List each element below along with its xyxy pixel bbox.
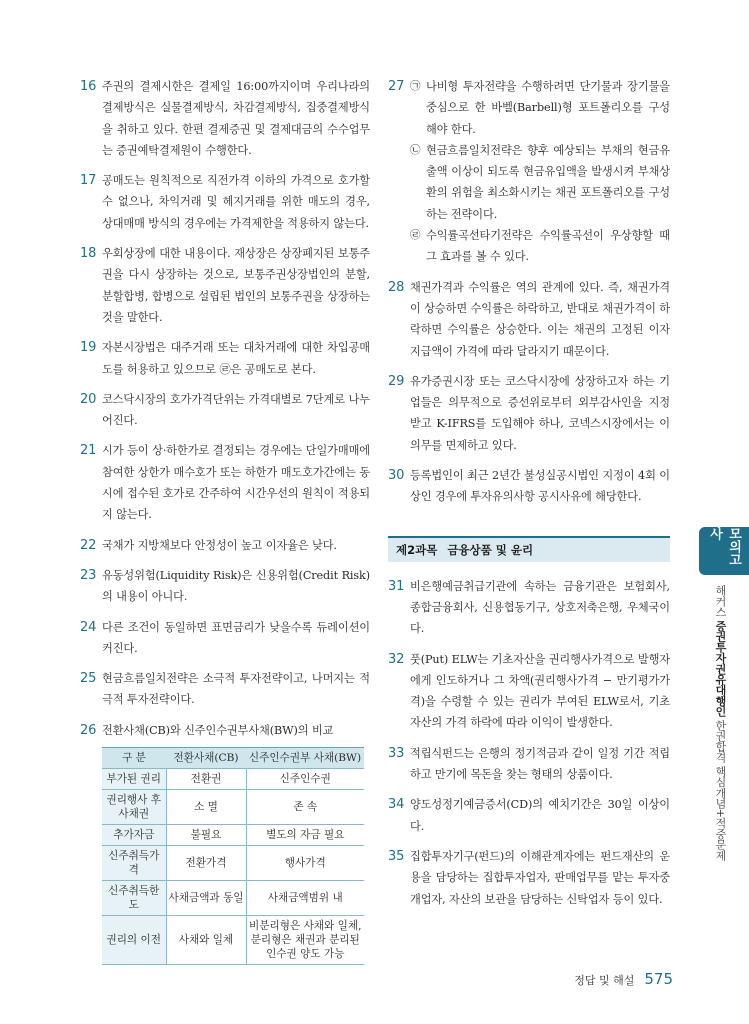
answer-item-21 <box>80 440 370 525</box>
answer-item-32 <box>388 649 670 734</box>
side-title-main: 증권투자권유대행인 <box>714 620 727 717</box>
footer-label: 정답 및 해설 <box>574 974 635 987</box>
table-row <box>102 790 364 825</box>
sub-item-mark: ㉡ <box>410 143 421 156</box>
answer-item-29 <box>388 371 670 456</box>
answer-item-27 <box>388 76 670 268</box>
side-tab-label: 모의고사 <box>707 527 741 566</box>
item-number: 35 <box>388 848 405 864</box>
item-text: 양도성정기예금증서(CD)의 예치기간은 30일 이상이다. <box>410 798 670 833</box>
answer-item-19 <box>80 337 370 380</box>
sub-item <box>410 140 670 225</box>
item-number: 24 <box>80 619 97 635</box>
page-footer <box>574 970 673 988</box>
answer-item-20 <box>80 389 370 432</box>
table-header-row <box>102 748 364 769</box>
item-text: 다른 조건이 동일하면 표면금리가 낮을수록 듀레이션이 커진다. <box>102 620 370 655</box>
table-cell: 전환권 <box>166 769 246 790</box>
page-number: 575 <box>644 970 673 988</box>
item-subitems <box>410 76 670 268</box>
table-cell: 소 멸 <box>166 790 246 825</box>
book-side-title <box>712 585 728 860</box>
table-cell: 신주인수권 <box>246 769 364 790</box>
item-number: 23 <box>80 567 97 583</box>
table-row <box>102 846 364 881</box>
section-heading <box>388 536 670 562</box>
answer-item-22 <box>80 535 370 556</box>
item-text: 시가 등이 상·하한가로 결정되는 경우에는 단일가매매에 참여한 상한가 매수호가 또는 하한가 매도호가간에는 동시에 접수된 호가로 간주하여 시간우선의 원칙이 적용되지 않는다. <box>102 444 370 522</box>
item-text: 현금흐름일치전략은 소극적 투자전략이고, 나머지는 적극적 투자전략이다. <box>102 672 370 707</box>
answer-item-35 <box>388 846 670 910</box>
item-text: 유가증권시장 또는 코스닥시장에 상장하고자 하는 기업들은 의무적으로 증선위로부터 외부감사인을 지정받고 K-IFRS를 도입해야 하나, 코넥스시장에서는 이 의무를 면제하고 있다. <box>410 374 670 452</box>
item-number: 19 <box>80 340 97 356</box>
item-number: 33 <box>388 745 405 761</box>
side-title-suffix: 한권합격 핵심개념+적중문제 <box>714 719 727 861</box>
answer-item-26 <box>80 720 370 741</box>
left-column <box>80 76 370 965</box>
table-cell: 권리의 이전 <box>102 916 166 965</box>
item-number: 17 <box>80 173 97 189</box>
sub-item <box>410 225 670 268</box>
table-row <box>102 825 364 846</box>
item-number: 26 <box>80 722 97 738</box>
right-column <box>388 76 670 910</box>
answer-item-24 <box>80 617 370 660</box>
item-text: 집합투자기구(펀드)의 이해관계자에는 펀드재산의 운용을 담당하는 집합투자업자, 판매업무를 맡는 투자중개업자, 자산의 보관을 담당하는 신탁업자 등이 있다. <box>410 849 670 906</box>
table-cell: 별도의 자금 필요 <box>246 825 364 846</box>
answer-item-28 <box>388 277 670 362</box>
item-text: 유동성위험(Liquidity Risk)은 신용위험(Credit Risk)의 내용이 아니다. <box>102 568 370 604</box>
item-text: 자본시장법은 대주거래 또는 대차거래에 대한 차입공매도를 허용하고 있으므로 ㉣은 공매도로 본다. <box>102 341 370 376</box>
sub-item-text: 수익률곡선타기전략은 수익률곡선이 우상향할 때 그 효과를 볼 수 있다. <box>426 229 670 264</box>
section-title: 금융상품 및 윤리 <box>447 542 534 557</box>
side-title-prefix: 해커스 <box>714 585 727 618</box>
answer-item-34 <box>388 794 670 837</box>
answer-item-16 <box>80 76 370 161</box>
item-text: 풋(Put) ELW는 기초자산을 권리행사가격으로 발행자에게 인도하거나 그 차액(권리행사가격 − 만기평가가격)을 수령할 수 있는 권리가 부여된 ELW로서, 기초자산의 가격 하락에 따라 이익이 발생한다. <box>410 652 670 730</box>
table-cell: 사채금액범위 내 <box>246 881 364 916</box>
table-cell: 신주취득가격 <box>102 846 166 881</box>
item-number: 22 <box>80 537 97 553</box>
answer-item-18 <box>80 243 370 328</box>
table-cell: 부가된 권리 <box>102 769 166 790</box>
item-number: 18 <box>80 246 97 262</box>
item-text: 전환사채(CB)와 신주인수권부사채(BW)의 비교 <box>102 723 334 737</box>
table-row <box>102 769 364 790</box>
table-cell: 비분리형은 사채와 일체, 분리형은 채권과 분리된 인수권 양도 가능 <box>246 916 364 965</box>
sub-item-text: 나비형 투자전략을 수행하려면 단기물과 장기물을 중심으로 한 바벨(Barbell)형 포트폴리오를 구성해야 한다. <box>426 80 670 136</box>
item-number: 25 <box>80 671 97 687</box>
table-cell: 존 속 <box>246 790 364 825</box>
item-number: 21 <box>80 443 97 459</box>
item-text: 국채가 지방채보다 안정성이 높고 이자율은 낮다. <box>102 538 337 552</box>
table-cell: 추가자금 <box>102 825 166 846</box>
answer-item-31 <box>388 576 670 640</box>
item-text: 채권가격과 수익률은 역의 관계에 있다. 즉, 채권가격이 상승하면 수익률은 하락하고, 반대로 채권가격이 하락하면 수익률은 상승한다. 이는 채권의 고정된 이자 지급액이 가격에 따라 달라지기 때문이다. <box>410 280 670 358</box>
chapter-side-tab <box>699 527 749 575</box>
table-header-cell: 전환사채(CB) <box>166 748 246 769</box>
item-number: 29 <box>388 373 405 389</box>
item-number: 30 <box>388 468 405 484</box>
table-row <box>102 916 364 965</box>
item-number: 32 <box>388 651 405 667</box>
item-text: 우회상장에 대한 내용이다. 재상장은 상장폐지된 보통주권을 다시 상장하는 것으로, 보통주권상장법인의 분할, 분할합병, 합병으로 설립된 법인의 보통주권을 상장하는 것을 말한다. <box>102 247 370 324</box>
item-text: 주권의 결제시한은 결제일 16:00까지이며 우리나라의 결제방식은 실물결제방식, 차감결제방식, 집중결제방식을 취하고 있다. 한편 결제증권 및 결제대금의 수수업무는 증권예탁결제원이 수행한다. <box>102 80 370 157</box>
item-text: 적립식펀드는 은행의 정기적금과 같이 일정 기간 적립하고 만기에 목돈을 찾는 형태의 상품이다. <box>410 746 670 782</box>
table-cell: 불필요 <box>166 825 246 846</box>
sub-item-text: 현금흐름일치전략은 향후 예상되는 부채의 현금유출액 이상이 되도록 현금유입액을 발생시켜 부채상환의 위험을 최소화시키는 채권 포트폴리오를 구성하는 전략이다. <box>426 143 670 221</box>
item-number: 16 <box>80 79 97 94</box>
section-part: 제2과목 <box>396 542 438 557</box>
table-cell: 신주취득한도 <box>102 881 166 916</box>
table-row <box>102 881 364 916</box>
table-header-cell: 구 분 <box>102 748 166 769</box>
table-cell: 행사가격 <box>246 846 364 881</box>
item-text: 등록법인이 최근 2년간 불성실공시법인 지정이 4회 이상인 경우에 투자유의사항 공시사유에 해당한다. <box>410 469 670 504</box>
table-cell: 사채금액과 동일 <box>166 881 246 916</box>
table-header-cell: 신주인수권부 사채(BW) <box>246 748 364 769</box>
answer-item-33 <box>388 743 670 786</box>
item-number: 34 <box>388 797 405 813</box>
table-cell: 전환가격 <box>166 846 246 881</box>
item-number: 20 <box>80 391 97 407</box>
item-number: 28 <box>388 279 405 295</box>
sub-item-mark: ㉣ <box>410 229 421 242</box>
answer-item-23 <box>80 565 370 608</box>
cb-bw-comparison-table <box>102 747 364 965</box>
item-text: 공매도는 원칙적으로 직전가격 이하의 가격으로 호가할 수 없으나, 차익거래 및 헤지거래를 위한 매도의 경우, 상대매매 방식의 경우에는 가격제한을 적용하지 않는다. <box>102 174 370 230</box>
sub-item <box>410 76 670 140</box>
answer-item-17 <box>80 170 370 234</box>
answer-item-30 <box>388 465 670 508</box>
table-cell: 사채와 일체 <box>166 916 246 965</box>
table-cell: 권리행사 후 사채권 <box>102 790 166 825</box>
item-text: 코스닥시장의 호가가격단위는 가격대별로 7단계로 나누어진다. <box>102 392 370 428</box>
item-number: 27 <box>388 79 405 94</box>
sub-item-mark: ㉠ <box>410 80 421 92</box>
item-text: 비은행예금취급기관에 속하는 금융기관은 보험회사, 종합금융회사, 신용협동기구, 상호저축은행, 우체국이다. <box>410 579 670 636</box>
answer-item-25 <box>80 668 370 711</box>
item-number: 31 <box>388 578 405 594</box>
